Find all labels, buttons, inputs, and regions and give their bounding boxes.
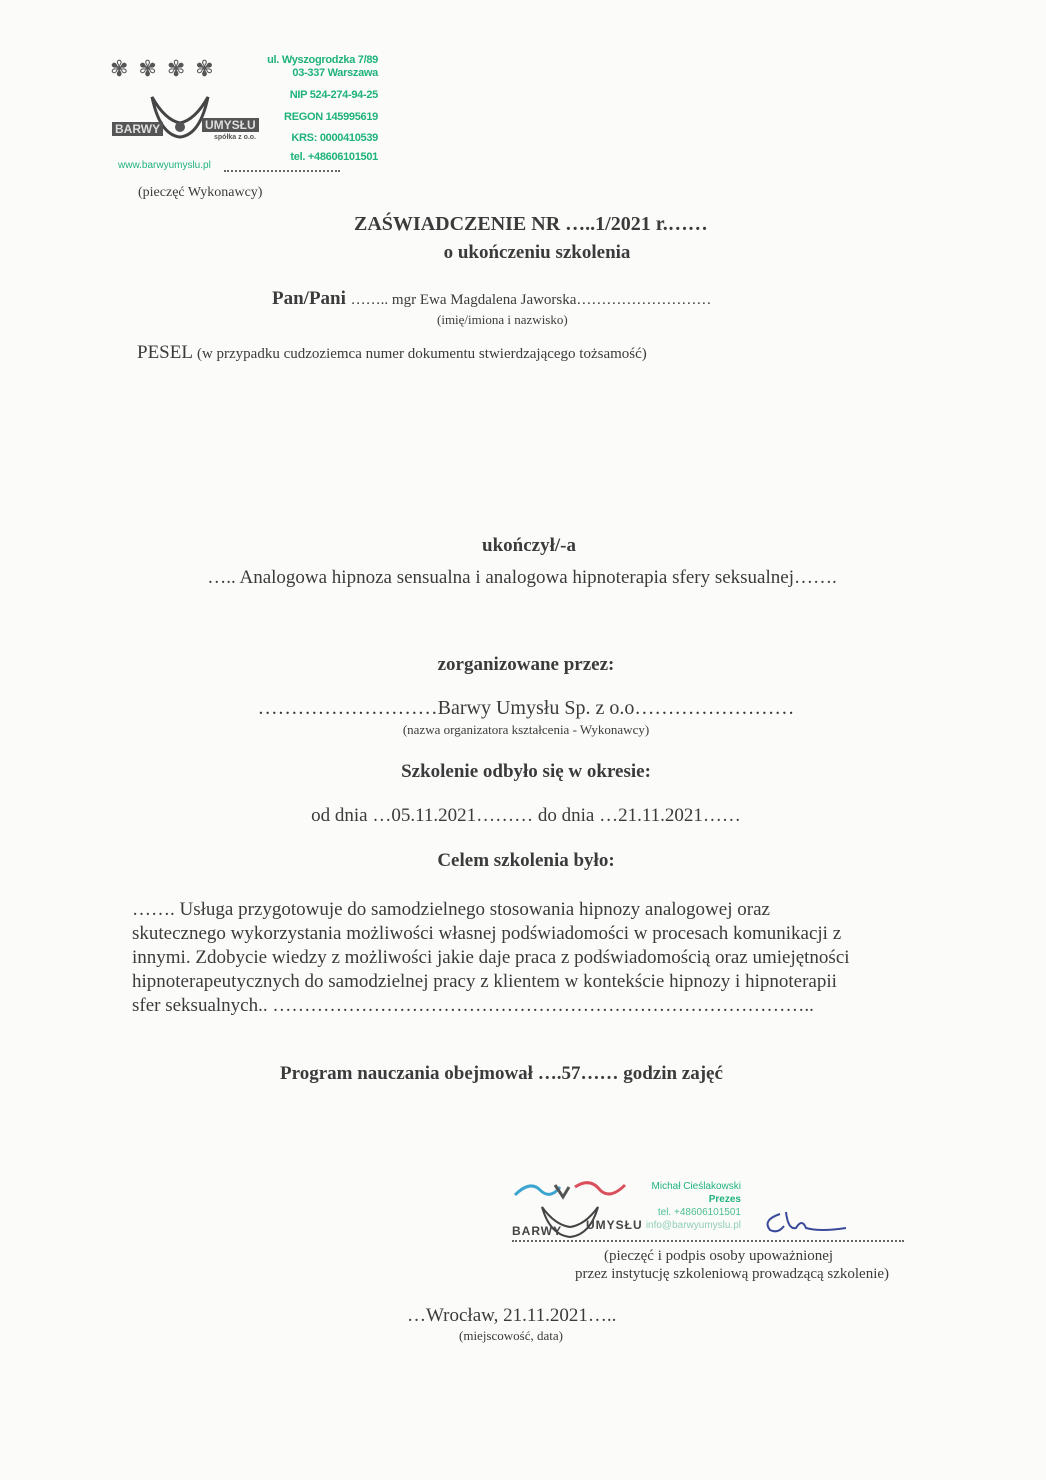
period-label: Szkolenie odbyło się w okresie: [401, 761, 651, 782]
stamp-caption-line2: przez instytucję szkoleniową prowadzącą szkolenie) [575, 1266, 890, 1282]
certificate-subtitle: o ukończeniu szkolenia [443, 242, 631, 263]
signer-tel: tel. +48606101501 [657, 1207, 741, 1218]
period-value: od dnia …05.11.2021……… do dnia …21.11.2021…… [311, 805, 741, 826]
stamp-nip: NIP 524-274-94-25 [289, 89, 378, 101]
logo-word-left: BARWY [112, 122, 163, 136]
stamp-caption: (pieczęć Wykonawcy) [138, 185, 263, 200]
signature-dotted-line [512, 1240, 904, 1242]
place-date-caption: (miejscowość, data) [459, 1328, 563, 1343]
stamp-caption-line1: (pieczęć i podpis osoby upoważnionej [604, 1248, 834, 1264]
logo-word-left: BARWY [512, 1224, 563, 1238]
signature [760, 1208, 850, 1238]
goal-line: skutecznego wykorzystania możliwości własnej podświadomości w procesach komunikacji z [132, 923, 842, 944]
course-name: ….. Analogowa hipnoza sensualna i analogowa hipnoterapia sfery seksualnej……. [207, 567, 837, 588]
stamp-address-1: ul. Wyszogrodzka 7/89 [267, 54, 378, 66]
stamp-krs: KRS: 0000410539 [291, 132, 378, 144]
logo-subtitle: spółka z o.o. [214, 134, 257, 141]
logo-birds-color-icon [510, 1175, 630, 1205]
person-label: Pan/Pani [272, 288, 346, 309]
pesel-note: (w przypadku cudzoziemca numer dokumentu stwierdzającego tożsamość) [196, 346, 647, 362]
goal-line: ……. Usługa przygotowuje do samodzielnego stosowania hipnozy analogowej oraz [132, 899, 770, 920]
signer-name: Michał Cieślakowski [651, 1181, 741, 1192]
person-caption: (imię/imiona i nazwisko) [437, 312, 568, 327]
goal-line: sfer seksualnych.. ………………………………………………………………………….. [132, 995, 814, 1016]
certificate-title: ZAŚWIADCZENIE NR …..1/2021 r.…… [354, 213, 708, 235]
stamp-dotted-line [224, 170, 340, 172]
person-line [272, 288, 711, 310]
goal-label: Celem szkolenia było: [437, 850, 615, 871]
logo-word-right: UMYSŁU [586, 1218, 643, 1232]
completed-label: ukończył/-a [482, 535, 576, 556]
organizer-name: ………………………Barwy Umysłu Sp. z o.o…………………… [257, 697, 795, 719]
pesel-line [137, 342, 647, 364]
place-date: …Wrocław, 21.11.2021….. [407, 1305, 617, 1326]
signer-email: info@barwyumyslu.pl [645, 1220, 741, 1231]
stamp-address-2: 03-337 Warszawa [292, 67, 378, 79]
logo-word-right: UMYSŁU [202, 118, 259, 132]
person-name: …….. mgr Ewa Magdalena Jaworska……………………… [350, 292, 712, 308]
program-hours: Program nauczania obejmował ….57…… godzin zajęć [280, 1063, 723, 1084]
stamp-regon: REGON 145995619 [284, 111, 378, 123]
logo-birds-icon: ✾✾✾✾ [110, 56, 224, 81]
stamp-www: www.barwyumyslu.pl [118, 160, 211, 171]
organizer-caption: (nazwa organizatora kształcenia - Wykonawcy) [402, 722, 650, 737]
goal-line: hipnoterapeutycznych do samodzielnej pracy z klientem w kontekście hipnozy i hipnoterapii [132, 971, 837, 992]
organizer-label: zorganizowane przez: [437, 654, 615, 675]
stamp-tel: tel. +48606101501 [290, 151, 378, 163]
goal-text [132, 898, 932, 1018]
pesel-label: PESEL [137, 342, 193, 363]
goal-line: innymi. Zdobycie wiedzy z możliwości jakie daje praca z podświadomością oraz umiejętności [132, 947, 850, 968]
signer-role: Prezes [708, 1194, 741, 1205]
